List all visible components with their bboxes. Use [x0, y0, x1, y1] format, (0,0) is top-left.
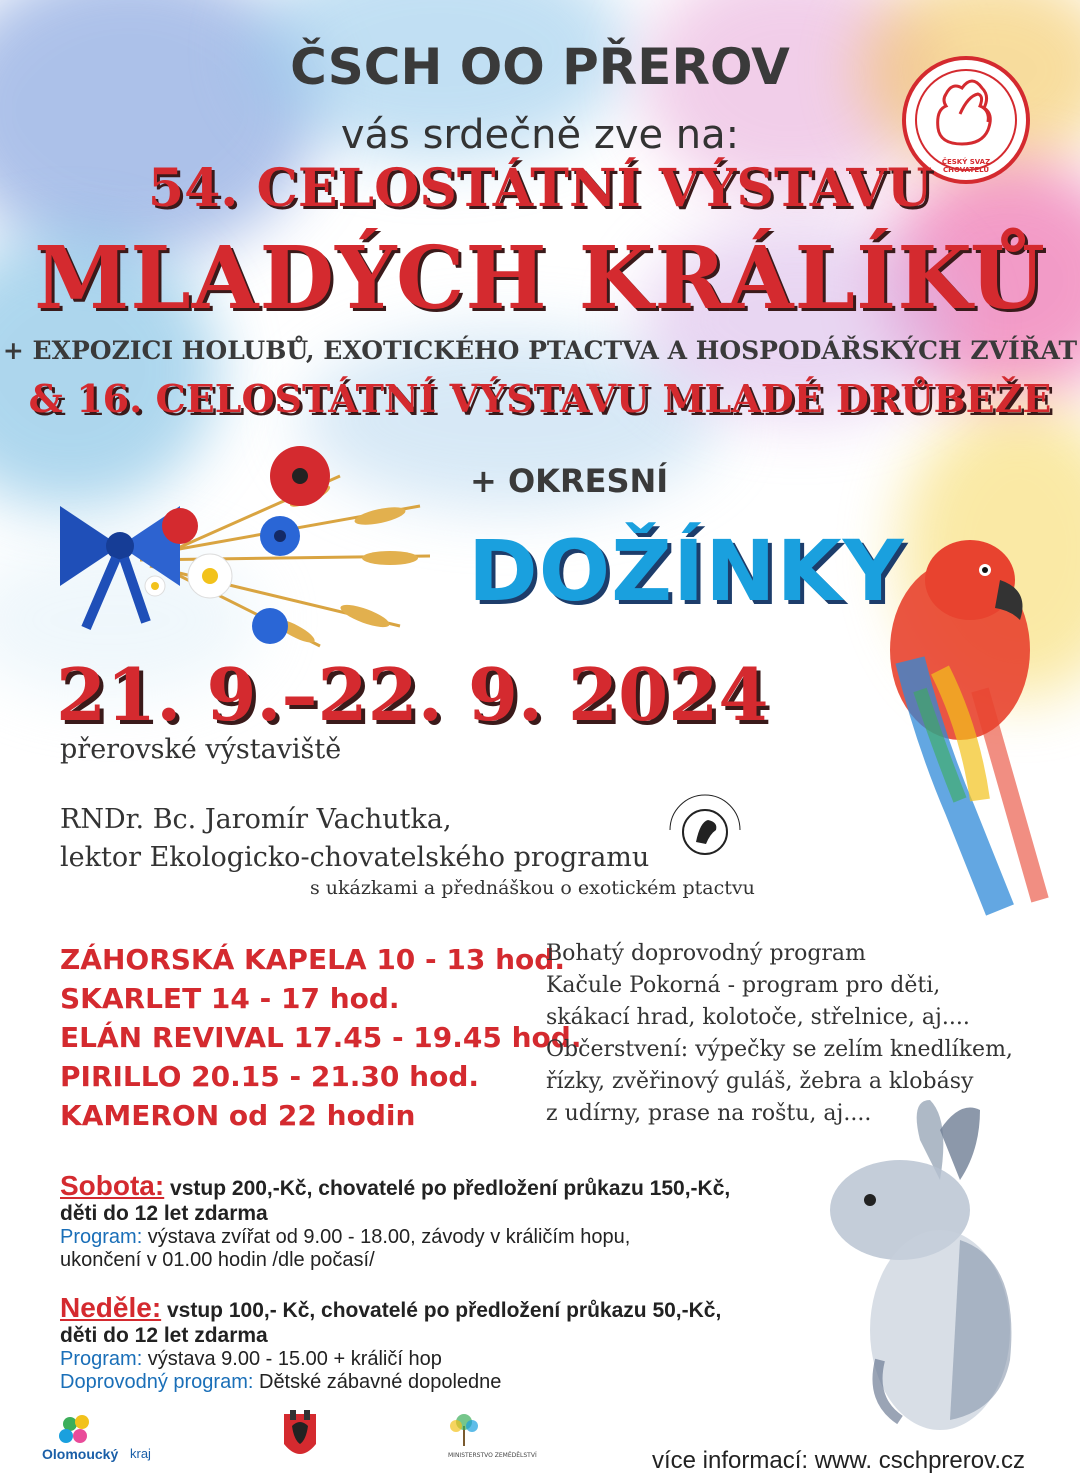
side-program-item: Občerstvení: výpečky se zelím knedlíkem,	[546, 1037, 1013, 1062]
lecturer-detail: s ukázkami a přednáškou o exotickém ptactvu	[310, 877, 755, 899]
saturday-entry: vstup 200,-Kč, chovatelé po předložení průkazu 150,-Kč,	[164, 1177, 731, 1200]
sunday-extra: Dětské zábavné dopoledne	[253, 1371, 502, 1393]
sunday-label: Neděle:	[60, 1292, 162, 1323]
rabbit-illustration	[820, 1100, 1060, 1430]
saturday-block	[60, 1170, 730, 1272]
sunday-block	[60, 1292, 721, 1394]
region-logo	[42, 1414, 172, 1460]
sunday-program: výstava 9.00 - 15.00 + králičí hop	[142, 1348, 442, 1370]
lecturer-name: RNDr. Bc. Jaromír Vachutka,	[60, 804, 452, 835]
event-venue: přerovské výstaviště	[60, 734, 342, 765]
flower-bouquet-illustration	[40, 436, 460, 666]
harvest-prefix: + OKRESNÍ	[470, 462, 669, 500]
band-item: KAMERON od 22 hodin	[60, 1099, 416, 1132]
region-logo-text: Olomoucký	[42, 1446, 119, 1462]
side-program-item: řízky, zvěřinový guláš, žebra a klobásy	[546, 1069, 974, 1094]
club-logo-text: ČESKÝ SVAZ CHOVATELŮ	[941, 158, 991, 174]
city-coat-of-arms-icon	[282, 1408, 318, 1458]
lecturer-role: lektor Ekologicko-chovatelského programu	[60, 842, 650, 873]
band-item: ELÁN REVIVAL 17.45 - 19.45 hod.	[60, 1021, 582, 1054]
band-item: PIRILLO 20.15 - 21.30 hod.	[60, 1060, 480, 1093]
side-program-item: Kačule Pokorná - program pro děti,	[546, 973, 941, 998]
saturday-label: Sobota:	[60, 1170, 165, 1201]
side-program-item: Bohatý doprovodný program	[546, 941, 866, 966]
exhibition-line-3: + EXPOZICI HOLUBŮ, EXOTICKÉHO PTACTVA A HOSPODÁŘSKÝCH ZVÍŘAT	[2, 336, 1078, 365]
organizer-title: ČSCH OO PŘEROV	[290, 38, 790, 96]
side-program-item: z udírny, prase na roštu, aj....	[546, 1101, 872, 1126]
event-date: 21. 9.–22. 9. 2024	[56, 652, 769, 737]
parrot-illustration	[850, 520, 1080, 920]
saturday-program-2: ukončení v 01.00 hodin /dle počasí/	[60, 1249, 375, 1271]
saturday-program: výstava zvířat od 9.00 - 18.00, závody v králičím hopu,	[142, 1226, 631, 1248]
side-program-item: skákací hrad, kolotoče, střelnice, aj....	[546, 1005, 970, 1030]
ministry-logo	[440, 1408, 550, 1468]
region-logo-text-2: kraj	[130, 1446, 151, 1461]
harvest-title: DOŽÍNKY	[468, 522, 905, 620]
band-item: SKARLET 14 - 17 hod.	[60, 982, 400, 1015]
sunday-extra-label: Doprovodný program:	[60, 1371, 254, 1393]
saturday-kids: děti do 12 let zdarma	[60, 1202, 268, 1225]
exhibition-line-4: & 16. CELOSTÁTNÍ VÝSTAVU MLADÉ DRŮBEŽE	[28, 376, 1052, 421]
ministry-logo-text: MINISTERSTVO ZEMĚDĚLSTVÍ	[448, 1452, 537, 1459]
band-item: ZÁHORSKÁ KAPELA 10 - 13 hod.	[60, 943, 565, 976]
invite-line: vás srdečně zve na:	[340, 112, 740, 158]
more-info-link[interactable]: více informací: www. cschprerov.cz	[652, 1447, 1025, 1474]
band-list	[60, 940, 581, 1135]
sunday-kids: děti do 12 let zdarma	[60, 1324, 268, 1347]
exhibition-line-1: 54. CELOSTÁTNÍ VÝSTAVU	[147, 158, 933, 219]
sunday-program-label: Program:	[60, 1348, 143, 1370]
exhibition-line-2: MLADÝCH KRÁLÍKŮ	[34, 228, 1046, 329]
eco-breeding-logo	[650, 770, 760, 870]
saturday-program-label: Program:	[60, 1226, 143, 1248]
sunday-entry: vstup 100,- Kč, chovatelé po předložení průkazu 50,-Kč,	[161, 1299, 722, 1322]
